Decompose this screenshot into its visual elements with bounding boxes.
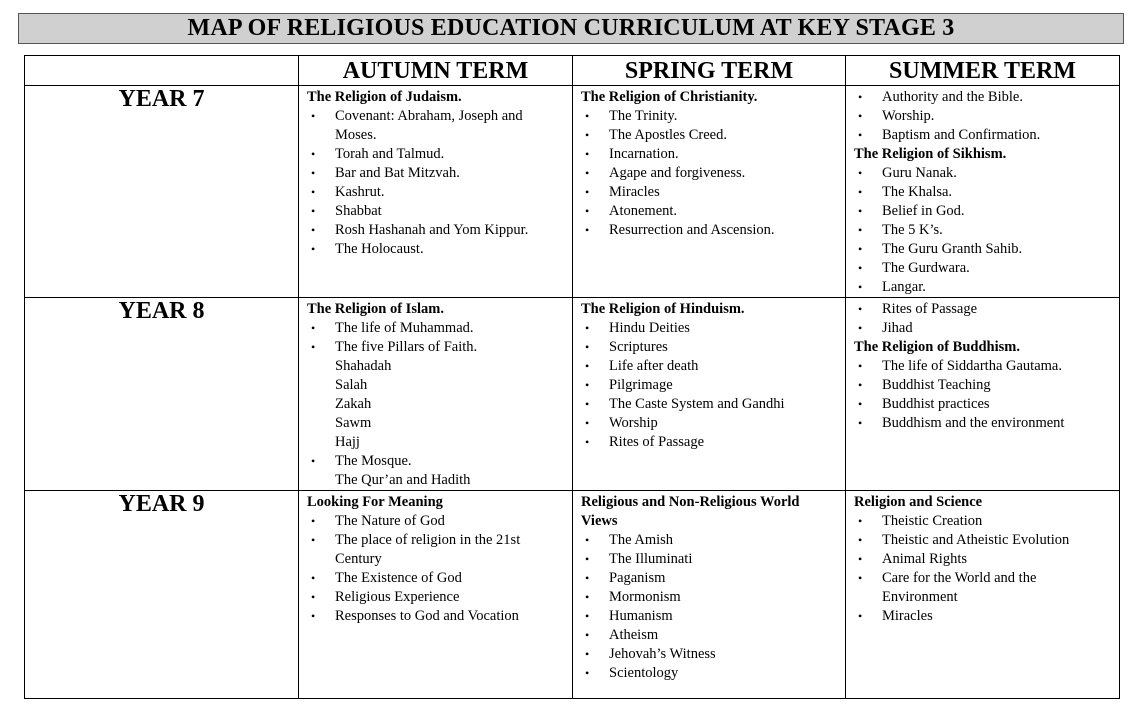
list-item-text: The Nature of God xyxy=(335,513,445,529)
list-item xyxy=(581,645,837,664)
list-item-text: Baptism and Confirmation. xyxy=(882,127,1041,143)
list-item-text: Theistic and Atheistic Evolution xyxy=(882,532,1070,548)
list-item-text: Scientology xyxy=(609,665,679,681)
list-item-text: Atheism xyxy=(609,627,659,643)
bullet-list xyxy=(307,107,564,259)
bullet-icon: • xyxy=(585,378,590,392)
list-item xyxy=(581,607,837,626)
bullet-icon: • xyxy=(311,242,316,256)
bullet-icon: • xyxy=(585,533,590,547)
list-item-text: Jehovah’s Witness xyxy=(609,646,716,662)
bullet-icon: • xyxy=(858,242,863,256)
list-item xyxy=(581,145,837,164)
list-item-text: Theistic Creation xyxy=(882,513,983,529)
list-item xyxy=(307,588,564,607)
year-label: YEAR 7 xyxy=(25,86,299,298)
list-item-text: Belief in God. xyxy=(882,203,965,219)
list-item xyxy=(854,550,1111,569)
list-item-text: The Guru Granth Sahib. xyxy=(882,241,1023,257)
list-item-text: Responses to God and Vocation xyxy=(335,608,519,624)
bullet-icon: • xyxy=(585,416,590,430)
list-item-text: Animal Rights xyxy=(882,551,967,567)
list-item-text: Authority and the Bible. xyxy=(882,89,1023,105)
list-item xyxy=(581,319,837,338)
bullet-icon: • xyxy=(585,397,590,411)
list-item-text: Humanism xyxy=(609,608,673,624)
bullet-icon: • xyxy=(311,204,316,218)
list-item xyxy=(854,569,1111,607)
bullet-icon: • xyxy=(311,454,316,468)
list-item-text: The Amish xyxy=(609,532,674,548)
list-item-text: Buddhist Teaching xyxy=(882,377,991,393)
list-item-text: The Trinity. xyxy=(609,108,678,124)
bullet-icon: • xyxy=(311,166,316,180)
bullet-list xyxy=(854,88,1111,145)
bullet-icon: • xyxy=(585,435,590,449)
bullet-icon: • xyxy=(858,359,863,373)
list-item-text: Pilgrimage xyxy=(609,377,673,393)
bullet-icon: • xyxy=(311,590,316,604)
list-item-text: Rites of Passage xyxy=(609,434,705,450)
bullet-list xyxy=(581,107,837,240)
cell-year9-summer xyxy=(846,491,1120,699)
list-item xyxy=(854,259,1111,278)
bullet-icon: • xyxy=(311,609,316,623)
list-item xyxy=(854,278,1111,297)
section-heading: The Religion of Sikhism. xyxy=(854,146,1007,162)
section-heading: Looking For Meaning xyxy=(307,494,443,510)
cell-year7-spring xyxy=(573,86,846,298)
bullet-icon: • xyxy=(858,166,863,180)
list-item xyxy=(854,126,1111,145)
bullet-icon: • xyxy=(585,609,590,623)
title-banner xyxy=(18,13,1124,44)
list-item xyxy=(581,221,837,240)
column-header-autumn: AUTUMN TERM xyxy=(299,56,573,86)
bullet-icon: • xyxy=(858,378,863,392)
bullet-icon: • xyxy=(585,166,590,180)
cell-year7-summer xyxy=(846,86,1120,298)
bullet-icon: • xyxy=(585,223,590,237)
section-heading: The Religion of Christianity. xyxy=(581,89,758,105)
bullet-icon: • xyxy=(858,397,863,411)
list-item-text: Worship. xyxy=(882,108,935,124)
bullet-icon: • xyxy=(858,204,863,218)
bullet-icon: • xyxy=(311,223,316,237)
bullet-icon: • xyxy=(311,514,316,528)
list-item xyxy=(307,452,564,471)
list-item-text: The place of religion in the 21st Century xyxy=(335,532,521,567)
cell-year9-spring xyxy=(573,491,846,699)
list-item-text: Resurrection and Ascension. xyxy=(609,222,775,238)
bullet-icon: • xyxy=(585,666,590,680)
list-item-text: The Existence of God xyxy=(335,570,462,586)
list-item xyxy=(581,569,837,588)
year-label: YEAR 8 xyxy=(25,298,299,491)
year-label: YEAR 9 xyxy=(25,491,299,699)
bullet-icon: • xyxy=(585,590,590,604)
section-heading: Religious and Non-Religious World Views xyxy=(581,494,800,529)
corner-cell xyxy=(25,56,299,86)
list-item xyxy=(854,357,1111,376)
list-item-text: The Gurdwara. xyxy=(882,260,970,276)
list-item-text: Bar and Bat Mitzvah. xyxy=(335,165,460,181)
list-item xyxy=(581,626,837,645)
list-item xyxy=(581,202,837,221)
bullet-list xyxy=(854,300,1111,338)
bullet-icon: • xyxy=(585,147,590,161)
bullet-icon: • xyxy=(311,533,316,547)
list-item-text: Rites of Passage xyxy=(882,301,978,317)
bullet-icon: • xyxy=(858,416,863,430)
list-item xyxy=(581,550,837,569)
list-item xyxy=(307,164,564,183)
list-item-text: Langar. xyxy=(882,279,926,295)
list-item-text: Religious Experience xyxy=(335,589,460,605)
section-heading: The Religion of Judaism. xyxy=(307,89,462,105)
list-item-text: Worship xyxy=(609,415,658,431)
bullet-icon: • xyxy=(585,321,590,335)
bullet-icon: • xyxy=(311,340,316,354)
bullet-icon: • xyxy=(858,609,863,623)
list-item xyxy=(307,569,564,588)
bullet-icon: • xyxy=(585,185,590,199)
list-item-text: Scriptures xyxy=(609,339,668,355)
bullet-icon: • xyxy=(858,514,863,528)
bullet-icon: • xyxy=(585,647,590,661)
list-item-text: The Holocaust. xyxy=(335,241,424,257)
list-item-text: The Caste System and Gandhi xyxy=(609,396,785,412)
list-continuation: The Qur’an and Hadith xyxy=(335,472,471,488)
list-item xyxy=(581,433,837,452)
bullet-icon: • xyxy=(858,223,863,237)
bullet-icon: • xyxy=(585,359,590,373)
list-item-text: Guru Nanak. xyxy=(882,165,957,181)
list-item-text: Kashrut. xyxy=(335,184,385,200)
list-item xyxy=(581,164,837,183)
list-item xyxy=(854,414,1111,433)
table-row xyxy=(25,86,1120,298)
list-item-text: Atonement. xyxy=(609,203,678,219)
column-header-summer: SUMMER TERM xyxy=(846,56,1120,86)
list-item-text: The life of Muhammad. xyxy=(335,320,474,336)
pillar-item: Zakah xyxy=(335,396,372,412)
list-item-text: Life after death xyxy=(609,358,699,374)
list-item-text: The five Pillars of Faith. xyxy=(335,339,478,355)
list-item xyxy=(307,107,564,145)
bullet-icon: • xyxy=(585,128,590,142)
bullet-icon: • xyxy=(858,261,863,275)
list-item xyxy=(581,183,837,202)
list-item xyxy=(581,531,837,550)
bullet-list xyxy=(581,531,837,683)
list-item xyxy=(581,107,837,126)
list-item xyxy=(854,395,1111,414)
bullet-icon: • xyxy=(858,533,863,547)
list-item xyxy=(854,221,1111,240)
page-title: MAP OF RELIGIOUS EDUCATION CURRICULUM AT KEY STAGE 3 xyxy=(187,15,955,41)
bullet-icon: • xyxy=(311,571,316,585)
bullet-icon: • xyxy=(858,90,863,104)
list-item xyxy=(307,221,564,240)
list-item xyxy=(854,202,1111,221)
list-item xyxy=(581,357,837,376)
list-item-text: The Illuminati xyxy=(609,551,693,567)
list-item xyxy=(307,240,564,259)
bullet-icon: • xyxy=(585,109,590,123)
bullet-icon: • xyxy=(311,321,316,335)
bullet-icon: • xyxy=(585,571,590,585)
list-item xyxy=(581,588,837,607)
list-item xyxy=(307,338,564,357)
section-heading: The Religion of Hinduism. xyxy=(581,301,745,317)
list-item-text: Miracles xyxy=(882,608,933,624)
bullet-list xyxy=(307,319,564,357)
list-item xyxy=(307,531,564,569)
pillar-item: Sawm xyxy=(335,415,372,431)
list-item xyxy=(581,664,837,683)
list-item-text: The 5 K’s. xyxy=(882,222,943,238)
bullet-icon: • xyxy=(585,340,590,354)
list-item xyxy=(581,395,837,414)
list-item xyxy=(581,126,837,145)
list-item xyxy=(854,88,1111,107)
list-item xyxy=(854,240,1111,259)
bullet-icon: • xyxy=(858,185,863,199)
bullet-icon: • xyxy=(585,552,590,566)
list-item-text: Incarnation. xyxy=(609,146,679,162)
bullet-list xyxy=(854,357,1111,433)
cell-year9-autumn xyxy=(299,491,573,699)
column-header-spring: SPRING TERM xyxy=(573,56,846,86)
bullet-icon: • xyxy=(311,109,316,123)
list-item xyxy=(307,183,564,202)
list-item xyxy=(307,512,564,531)
list-item-text: Care for the World and the Environment xyxy=(882,570,1037,605)
list-item xyxy=(581,376,837,395)
cell-year8-summer xyxy=(846,298,1120,491)
bullet-icon: • xyxy=(858,109,863,123)
list-item-text: Rosh Hashanah and Yom Kippur. xyxy=(335,222,529,238)
list-item-text: Buddhist practices xyxy=(882,396,990,412)
list-item xyxy=(854,183,1111,202)
cell-year8-spring xyxy=(573,298,846,491)
cell-year8-autumn xyxy=(299,298,573,491)
bullet-list xyxy=(307,512,564,626)
bullet-icon: • xyxy=(858,280,863,294)
list-item xyxy=(854,107,1111,126)
section-heading: The Religion of Buddhism. xyxy=(854,339,1020,355)
cell-year7-autumn xyxy=(299,86,573,298)
list-item xyxy=(854,531,1111,550)
list-item xyxy=(581,414,837,433)
bullet-list xyxy=(307,452,564,471)
bullet-icon: • xyxy=(585,204,590,218)
list-item xyxy=(581,338,837,357)
list-item xyxy=(854,319,1111,338)
list-item-text: The life of Siddartha Gautama. xyxy=(882,358,1062,374)
bullet-list xyxy=(581,319,837,452)
table-row xyxy=(25,491,1120,699)
list-item-text: Buddhism and the environment xyxy=(882,415,1065,431)
header-row xyxy=(25,56,1120,86)
table-row xyxy=(25,298,1120,491)
list-item-text: Paganism xyxy=(609,570,666,586)
bullet-list xyxy=(854,164,1111,297)
list-item xyxy=(307,202,564,221)
list-item-text: Covenant: Abraham, Joseph and Moses. xyxy=(335,108,523,143)
pillar-item: Shahadah xyxy=(335,358,392,374)
list-item xyxy=(854,300,1111,319)
bullet-icon: • xyxy=(311,185,316,199)
bullet-icon: • xyxy=(311,147,316,161)
list-item-text: Shabbat xyxy=(335,203,382,219)
bullet-icon: • xyxy=(858,552,863,566)
list-item xyxy=(307,145,564,164)
bullet-icon: • xyxy=(858,128,863,142)
list-item-text: The Khalsa. xyxy=(882,184,953,200)
list-item-text: Miracles xyxy=(609,184,660,200)
pillar-item: Hajj xyxy=(335,434,360,450)
section-heading: Religion and Science xyxy=(854,494,983,510)
list-item xyxy=(307,319,564,338)
curriculum-table xyxy=(24,55,1120,699)
list-item-text: Mormonism xyxy=(609,589,681,605)
list-item xyxy=(307,607,564,626)
bullet-icon: • xyxy=(858,321,863,335)
list-item xyxy=(854,512,1111,531)
list-item-text: The Apostles Creed. xyxy=(609,127,727,143)
list-item-text: Jihad xyxy=(882,320,913,336)
list-item-text: Hindu Deities xyxy=(609,320,690,336)
bullet-icon: • xyxy=(585,628,590,642)
bullet-icon: • xyxy=(858,302,863,316)
bullet-icon: • xyxy=(858,571,863,585)
pillar-item: Salah xyxy=(335,377,368,393)
bullet-list xyxy=(854,512,1111,626)
list-item-text: Torah and Talmud. xyxy=(335,146,445,162)
list-item xyxy=(854,607,1111,626)
list-item xyxy=(854,164,1111,183)
list-item-text: Agape and forgiveness. xyxy=(609,165,746,181)
list-item xyxy=(854,376,1111,395)
list-item-text: The Mosque. xyxy=(335,453,412,469)
section-heading: The Religion of Islam. xyxy=(307,301,444,317)
